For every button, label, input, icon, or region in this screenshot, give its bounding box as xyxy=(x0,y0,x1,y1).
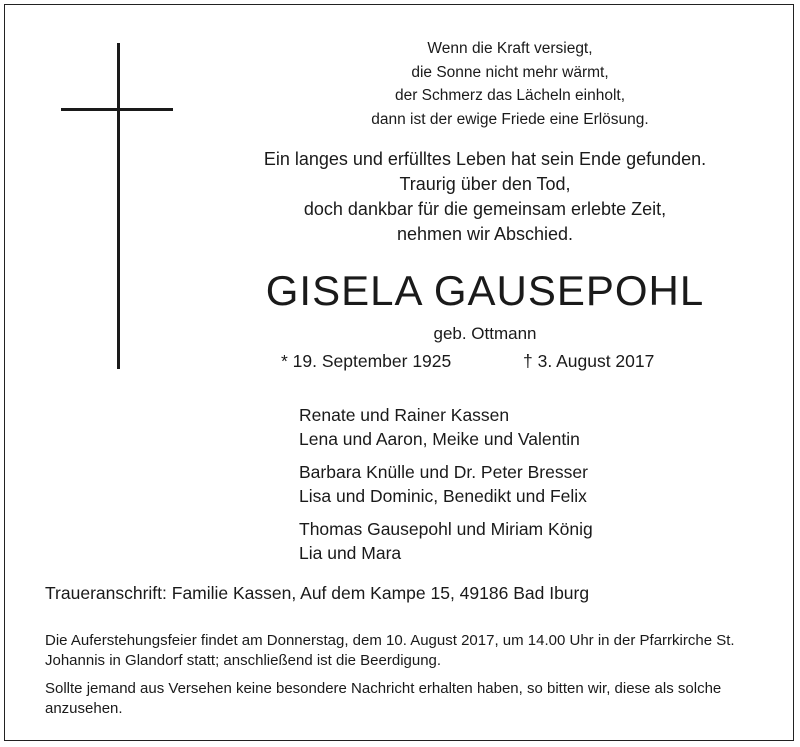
notice-paragraph: Sollte jemand aus Versehen keine besondere Nachricht erhalten haben, so bitten wir, diese als solche anzusehen. xyxy=(45,680,722,717)
cross-icon-bar xyxy=(61,108,173,111)
family-line: Thomas Gausepohl und Miriam König xyxy=(299,519,593,539)
deceased-name: GISELA GAUSEPOHL xyxy=(265,267,705,314)
family-line: Barbara Knülle und Dr. Peter Bresser xyxy=(299,462,588,482)
mourning-address: Traueranschrift: Familie Kassen, Auf dem Kampe 15, 49186 Bad Iburg xyxy=(45,583,590,603)
obituary-notice xyxy=(4,4,794,741)
family-line: Lena und Aaron, Meike und Valentin xyxy=(299,429,580,449)
birth-date: * 19. September 1925 xyxy=(281,351,452,371)
poem-line: dann ist der ewige Friede eine Erlösung. xyxy=(371,110,649,128)
family-group xyxy=(299,517,593,565)
poem-line: Wenn die Kraft versiegt, xyxy=(427,40,593,57)
family-line: Lisa und Dominic, Benedikt und Felix xyxy=(299,486,587,506)
notice-paragraph: Die Auferstehungsfeier findet am Donnerstag, dem 10. August 2017, um 14.00 Uhr in der Pfarrkirche St. Johannis in Glandorf statt; anschließend ist die Beerdigung. xyxy=(45,632,735,669)
family-group xyxy=(299,460,593,508)
family-line: Renate und Rainer Kassen xyxy=(299,405,510,425)
poem-line: die Sonne nicht mehr wärmt, xyxy=(411,63,609,81)
tribute-line: nehmen wir Abschied. xyxy=(396,224,574,244)
tribute-text xyxy=(205,147,765,247)
family-group xyxy=(299,403,593,451)
poem-line: der Schmerz das Lächeln einholt, xyxy=(394,87,626,104)
birth-name: geb. Ottmann xyxy=(433,324,537,343)
cross-icon xyxy=(117,43,120,369)
tribute-line: Traurig über den Tod, xyxy=(399,174,571,194)
life-dates xyxy=(281,351,655,372)
death-date: † 3. August 2017 xyxy=(523,351,655,371)
family-line: Lia und Mara xyxy=(299,543,402,563)
funeral-notice xyxy=(45,631,775,727)
family-list xyxy=(299,403,593,574)
tribute-line: doch dankbar für die gemeinsam erlebte Zeit, xyxy=(303,199,667,219)
poem xyxy=(235,37,785,131)
tribute-line: Ein langes und erfülltes Leben hat sein Ende gefunden. xyxy=(263,149,707,169)
